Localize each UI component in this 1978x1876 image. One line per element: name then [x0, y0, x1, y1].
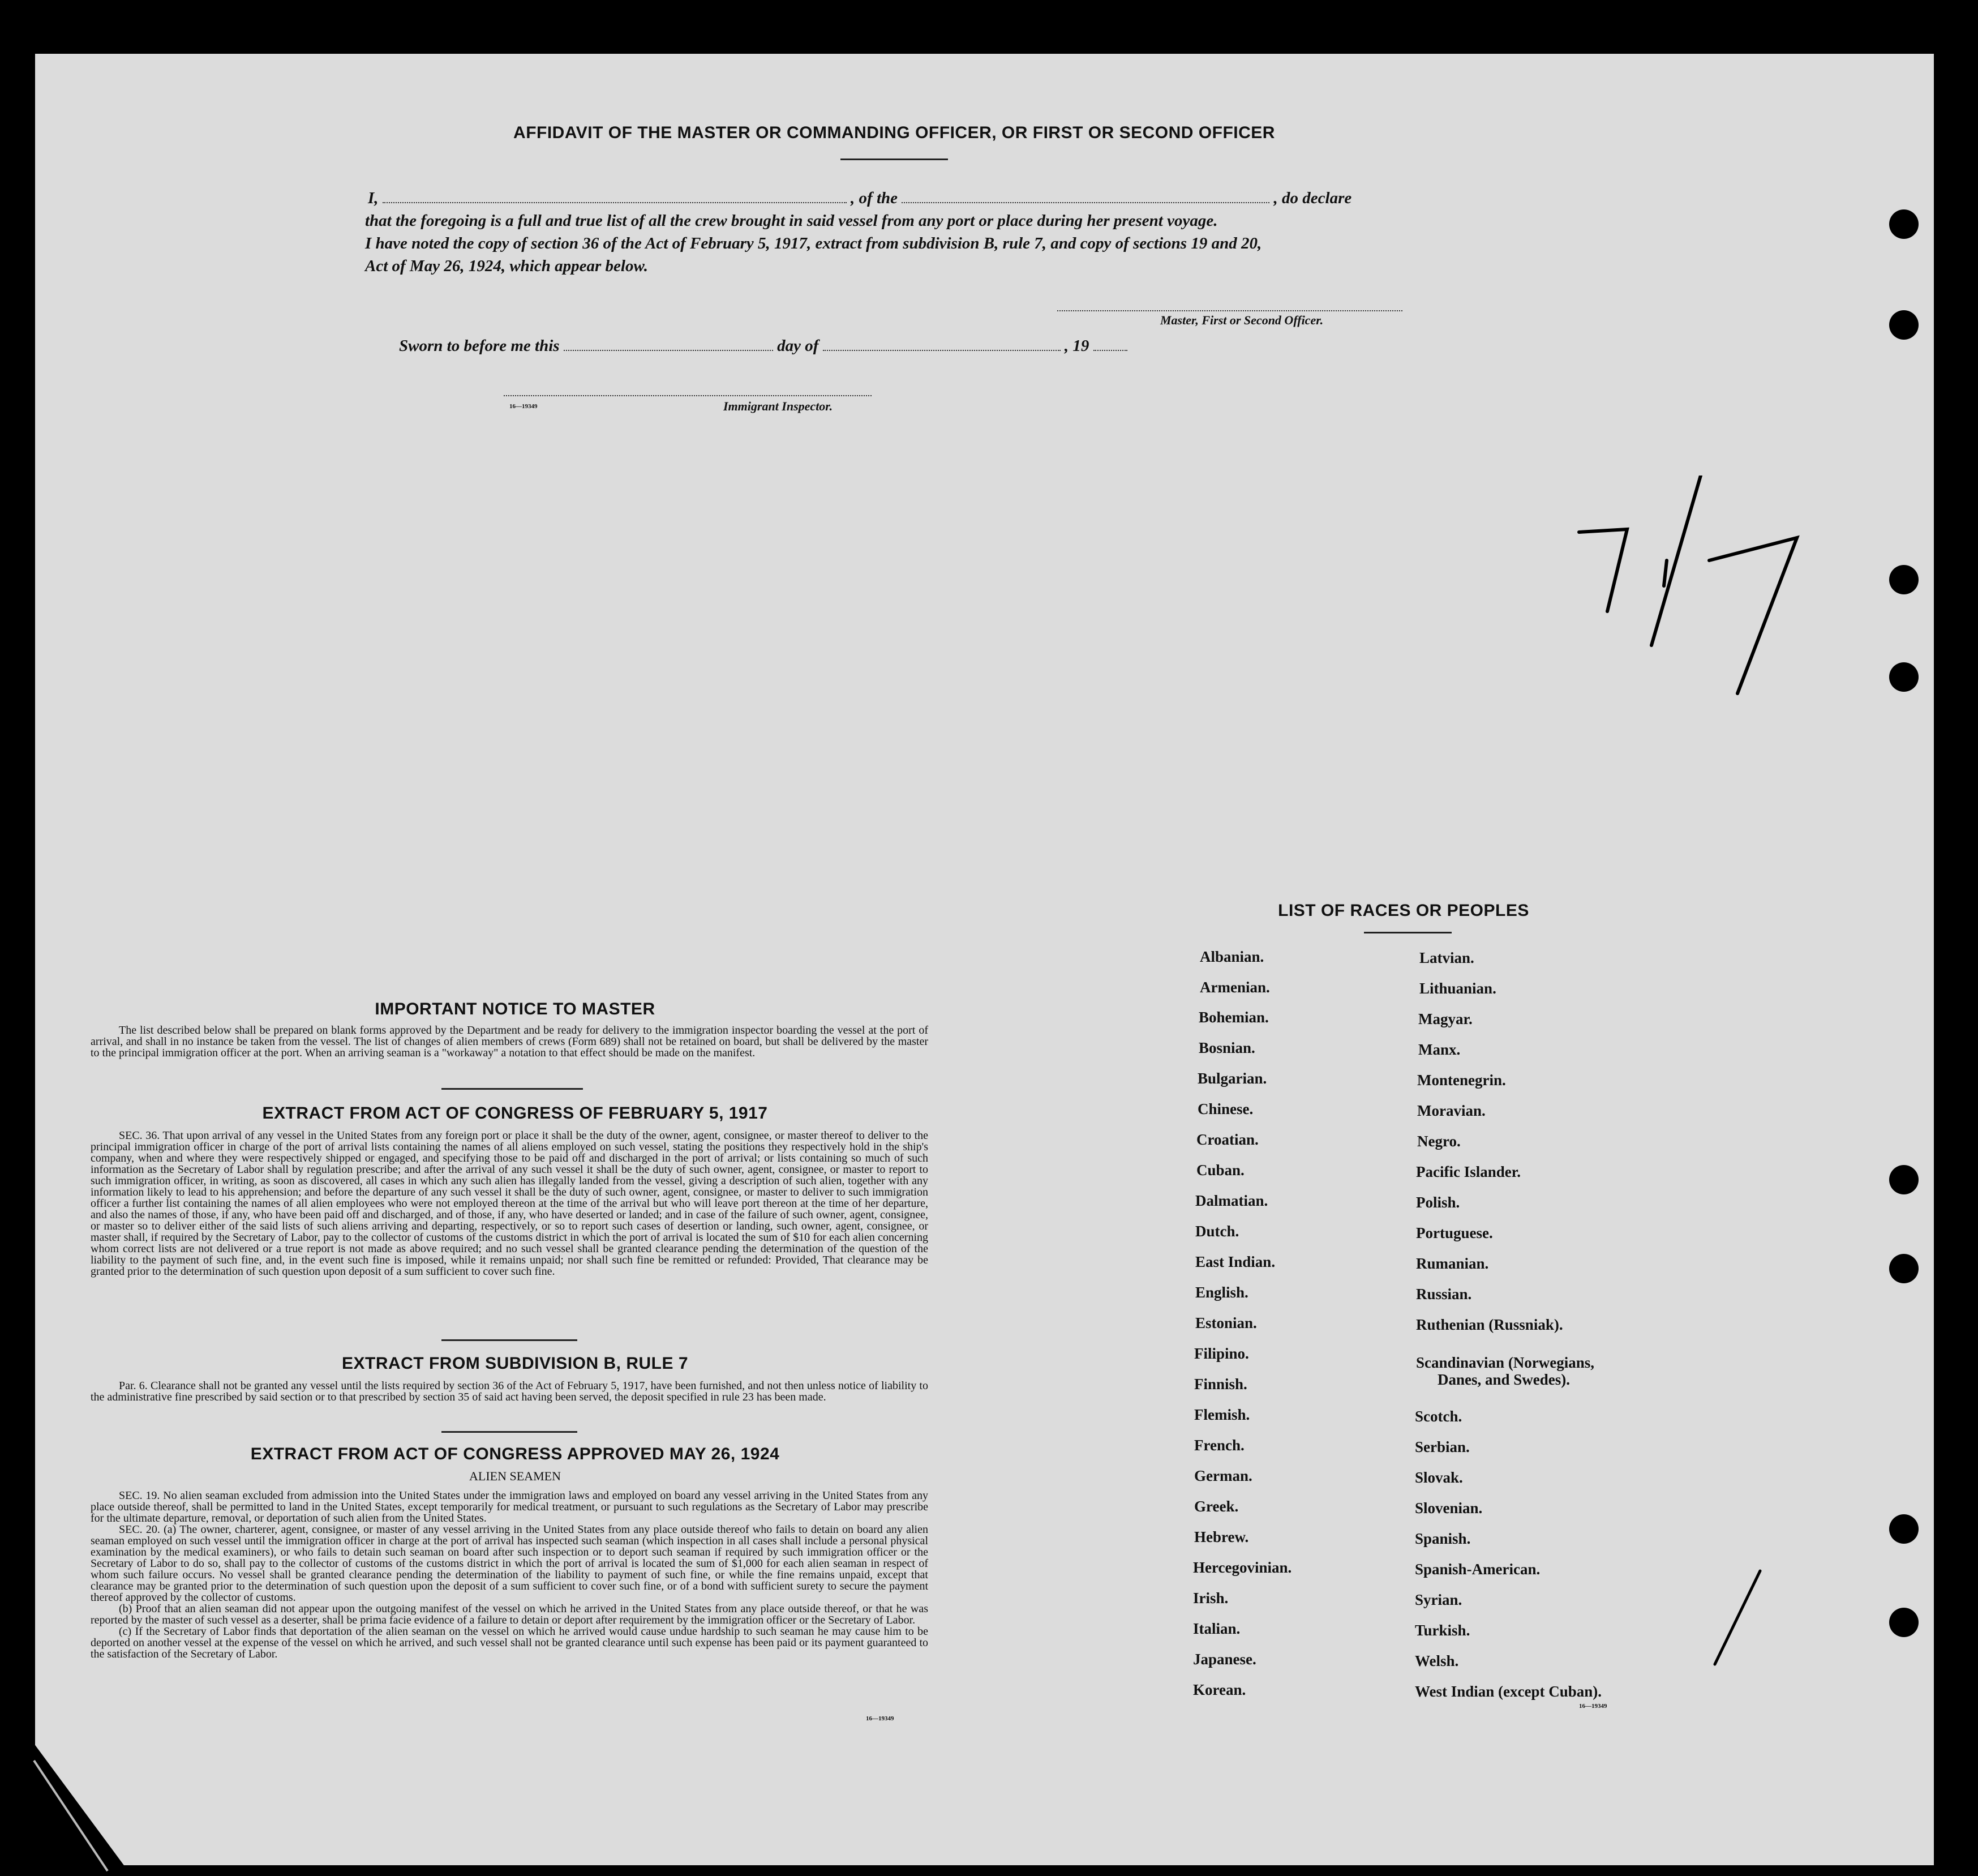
- race-item: East Indian.: [1195, 1253, 1276, 1270]
- race-item: West Indian (except Cuban).: [1415, 1683, 1602, 1700]
- affidavit-line-4: Act of May 26, 1924, which appear below.: [365, 257, 648, 275]
- inspector-signature-line[interactable]: [504, 395, 872, 396]
- subdivision-b-title: EXTRACT FROM SUBDIVISION B, RULE 7: [341, 1354, 689, 1373]
- master-signature-line[interactable]: [1057, 310, 1402, 311]
- extract-1924-form-code: 16—19349: [866, 1715, 894, 1722]
- punch-hole: [1889, 310, 1919, 340]
- punch-hole: [1889, 662, 1919, 692]
- notice-title: IMPORTANT NOTICE TO MASTER: [375, 1000, 655, 1018]
- divider: [441, 1431, 577, 1433]
- punch-hole: [1889, 1608, 1919, 1637]
- day-of-text: day of: [777, 337, 819, 355]
- races-title: LIST OF RACES OR PEOPLES: [1278, 901, 1529, 920]
- extract-1917-title: EXTRACT FROM ACT OF CONGRESS OF FEBRUARY 5, 1917: [262, 1104, 768, 1123]
- race-item: Flemish.: [1194, 1406, 1250, 1423]
- race-item: Greek.: [1194, 1498, 1239, 1515]
- race-item: Filipino.: [1194, 1345, 1249, 1362]
- day-blank[interactable]: [564, 350, 773, 351]
- divider: [840, 159, 948, 160]
- race-item: Montenegrin.: [1417, 1072, 1506, 1089]
- race-item: Lithuanian.: [1419, 980, 1496, 997]
- race-item: Dalmatian.: [1195, 1192, 1268, 1209]
- affidavit-form-code: 16—19349: [509, 403, 538, 410]
- handwritten-mark-drawing: [1573, 476, 1811, 696]
- race-item: Syrian.: [1415, 1591, 1462, 1608]
- race-item: Moravian.: [1417, 1102, 1486, 1119]
- race-item: Spanish.: [1415, 1530, 1471, 1547]
- race-item: Chinese.: [1198, 1100, 1254, 1117]
- punch-hole: [1889, 209, 1919, 239]
- divider: [441, 1088, 583, 1090]
- race-item: Negro.: [1417, 1133, 1461, 1150]
- race-item: Serbian.: [1415, 1438, 1470, 1455]
- race-item: Irish.: [1193, 1590, 1229, 1607]
- extract-1917-body: SEC. 36. That upon arrival of any vessel in the United States from any foreign port or place it shall be the duty of the owner, agent, consignee, or master thereof to deliver to the principal immigration officer in charge of the port of arrival lists containing the names of all aliens employed on such vessel, stating the positions they respectively hold in the ship's company, when and where they were respectively shipped or engaged, and specifying those to be paid off and discharged in the port of arrival; or lists containing so much of such information as the Secretary of Labor shall by regulation prescribe; and after the arrival of any such vessel it shall be the duty of such owner, agent, consignee, or master to report to such immigration officer, in writing, as soon as discovered, all cases in which any such alien has illegally landed from the vessel, giving a description of such alien, together with any information likely to lead to his apprehension; and before the departure of any such vessel it shall be the duty of such owner, agent, consignee, or master to deliver to such immigration officer a further list containing the names of all alien employees who were not employed thereon at the time of the arrival but who will leave port thereon at the time of her departure, and also the names of those, if any, who have been paid off and discharged, and of those, if any, who have deserted or landed; and in case of the failure of such owner, agent, consignee, or master so to deliver either of the said lists of such aliens arriving and departing, respectively, or so to report such cases of desertion or landing, such owner, agent, consignee, or master shall, if required by the Secretary of Labor, pay to the collector of customs of the customs district in which the port of arrival is located the sum of $10 for each alien concerning whom correct lists are not delivered or a true report is not made as above required; and no such vessel shall be granted clearance pending the determination of the question of the liability to the payment of such fine, and, in the event such fine is imposed, while it remains unpaid; nor shall such fine be remitted or refunded: Provided, That clearance may be granted prior to the determination of such question upon deposit of a sum sufficient to cover such fine.: [91, 1129, 928, 1278]
- race-item: Croatian.: [1196, 1131, 1259, 1148]
- race-item: Ruthenian (Russniak).: [1416, 1316, 1563, 1333]
- race-item: Magyar.: [1418, 1010, 1473, 1027]
- race-item: Hebrew.: [1194, 1528, 1249, 1545]
- punch-hole: [1889, 1514, 1919, 1544]
- sworn-text: Sworn to before me this: [399, 337, 560, 355]
- punch-hole: [1889, 1165, 1919, 1194]
- race-item: Korean.: [1193, 1681, 1246, 1698]
- race-item: French.: [1194, 1437, 1245, 1454]
- race-item: Danes, and Swedes).: [1438, 1371, 1571, 1388]
- master-label: Master, First or Second Officer.: [1160, 313, 1324, 327]
- race-item: Pacific Islander.: [1416, 1163, 1521, 1180]
- punch-hole: [1889, 1254, 1919, 1283]
- year-prefix: , 19: [1064, 337, 1089, 355]
- handwritten-tick: [1704, 1568, 1771, 1670]
- inspector-label: Immigrant Inspector.: [723, 399, 833, 413]
- section-20c: (c) If the Secretary of Labor finds that deportation of the alien seaman on the vessel on which he arrived would cause undue hardship to such seaman he may cause him to be deported on another vessel at the expense of the vessel on which he arrived, and such vessel shall not be granted clearance until such expense has been paid or its payment guaranteed to the satisfaction of the Secretary of Labor.: [91, 1625, 928, 1660]
- section-19: SEC. 19. No alien seaman excluded from admission into the United States under the immigration laws and employed on board any vessel arriving in the United States from any place outside thereof, shall be permitted to land in the United States, except temporarily for medical treatment, or pursuant to such regulations as the Secretary of Labor may prescribe for the ultimate departure, removal, or deportation of such alien from the United States.: [91, 1489, 928, 1524]
- divider: [441, 1339, 577, 1341]
- race-item: Turkish.: [1415, 1622, 1470, 1639]
- race-item: Bulgarian.: [1198, 1070, 1267, 1087]
- month-blank[interactable]: [823, 350, 1061, 351]
- race-item: Scandinavian (Norwegians,: [1416, 1354, 1595, 1371]
- section-20a: SEC. 20. (a) The owner, charterer, agent, consignee, or master of any vessel arriving in the United States from any place outside thereof who fails to detain on board any alien seaman employed on such vessel until the immigration officer in charge at the port of arrival has inspected such seaman (which inspection in all cases shall include a personal physical examination by the medical examiners), or who fails to detain such seaman on board after such inspection or to deport such seaman if required by such immigration officer or the Secretary of Labor to do so, shall pay to the collector of customs of the customs district in which the port of arrival is located the sum of $1,000 for each alien seaman in respect of whom such failure occurs. No vessel shall be granted clearance pending the determination of the liability to payment of such fine, or while the fine remains unpaid, except that clearance may be granted prior to the determination of such question upon the deposit of a sum sufficient to cover such fine, or of a bond with sufficient surety to secure the payment thereof approved by the collector of customs.: [91, 1523, 928, 1604]
- race-item: Bosnian.: [1199, 1039, 1255, 1056]
- affidavit-of-the: , of the: [851, 189, 898, 207]
- race-item: Rumanian.: [1416, 1255, 1489, 1272]
- race-item: Slovenian.: [1415, 1500, 1483, 1517]
- punch-hole: [1889, 565, 1919, 594]
- race-item: Finnish.: [1194, 1376, 1247, 1393]
- affidavit-line-1: [368, 189, 1426, 208]
- race-item: Italian.: [1193, 1620, 1241, 1637]
- race-item: Spanish-American.: [1415, 1561, 1541, 1578]
- race-item: Scotch.: [1415, 1408, 1462, 1425]
- race-item: Latvian.: [1419, 949, 1474, 966]
- race-item: Estonian.: [1195, 1314, 1257, 1331]
- race-item: Russian.: [1416, 1286, 1472, 1303]
- race-item: Portuguese.: [1416, 1224, 1493, 1241]
- extract-1924-title: EXTRACT FROM ACT OF CONGRESS APPROVED MAY 26, 1924: [250, 1445, 780, 1463]
- divider: [1364, 932, 1452, 933]
- race-item: Welsh.: [1415, 1652, 1459, 1669]
- name-blank[interactable]: [383, 202, 847, 203]
- race-item: German.: [1194, 1467, 1252, 1484]
- races-form-code: 16—19349: [1579, 1703, 1607, 1710]
- sworn-line: [399, 337, 1127, 356]
- year-blank[interactable]: [1093, 350, 1127, 351]
- vessel-blank[interactable]: [902, 202, 1269, 203]
- affidavit-do-declare: , do declare: [1273, 189, 1352, 207]
- race-item: English.: [1195, 1284, 1248, 1301]
- race-item: Manx.: [1418, 1041, 1461, 1058]
- affidavit-line-2: that the foregoing is a full and true list of all the crew brought in said vessel from any port or place during her present voyage.: [365, 212, 1218, 230]
- race-item: Cuban.: [1196, 1162, 1245, 1179]
- handwritten-mark: [1573, 476, 1811, 696]
- section-20b: (b) Proof that an alien seaman did not appear upon the outgoing manifest of the vessel on which he arrived in the United States from any place outside thereof, or that he was reported by the master of such vessel as a deserter, shall be prima facie evidence of a failure to detain or deport after requirement by the immigration officer or the Secretary of Labor.: [91, 1603, 928, 1626]
- affidavit-title: AFFIDAVIT OF THE MASTER OR COMMANDING OFFICER, OR FIRST OR SECOND OFFICER: [513, 123, 1275, 142]
- race-item: Hercegovinian.: [1193, 1559, 1292, 1576]
- race-item: Japanese.: [1193, 1651, 1256, 1668]
- folded-corner: [23, 1744, 136, 1876]
- subdivision-b-body: Par. 6. Clearance shall not be granted any vessel until the lists required by section 36 of the Act of February 5, 1917, have been furnished, and not then unless notice of liability to the administrative fine prescribed by said section or to that prescribed by section 35 of said act having been served, the deposit specified in rule 23 has been made.: [91, 1380, 928, 1403]
- race-item: Bohemian.: [1199, 1009, 1269, 1026]
- race-item: Armenian.: [1200, 979, 1270, 996]
- notice-body: The list described below shall be prepared on blank forms approved by the Department and be ready for delivery to the immigration inspector boarding the vessel at the port of arrival, and shall in no instance be taken from the vessel. The list of changes of alien members of crews (Form 689) shall not be retained on board, but shall be delivered by the master to the principal immigration officer at the port. When an arriving seaman is a "workaway" a notation to that effect should be made on the manifest.: [91, 1024, 928, 1059]
- affidavit-line-3: I have noted the copy of section 36 of the Act of February 5, 1917, extract from subdivision B, rule 7, and copy of sections 19 and 20,: [365, 234, 1262, 252]
- race-item: Dutch.: [1195, 1223, 1239, 1240]
- affidavit-i: I,: [368, 189, 379, 207]
- extract-1924-sections: [91, 1490, 928, 1660]
- race-item: Slovak.: [1415, 1469, 1463, 1486]
- race-item: Albanian.: [1200, 948, 1264, 965]
- alien-seamen-subtitle: ALIEN SEAMEN: [469, 1469, 561, 1483]
- race-item: Polish.: [1416, 1194, 1460, 1211]
